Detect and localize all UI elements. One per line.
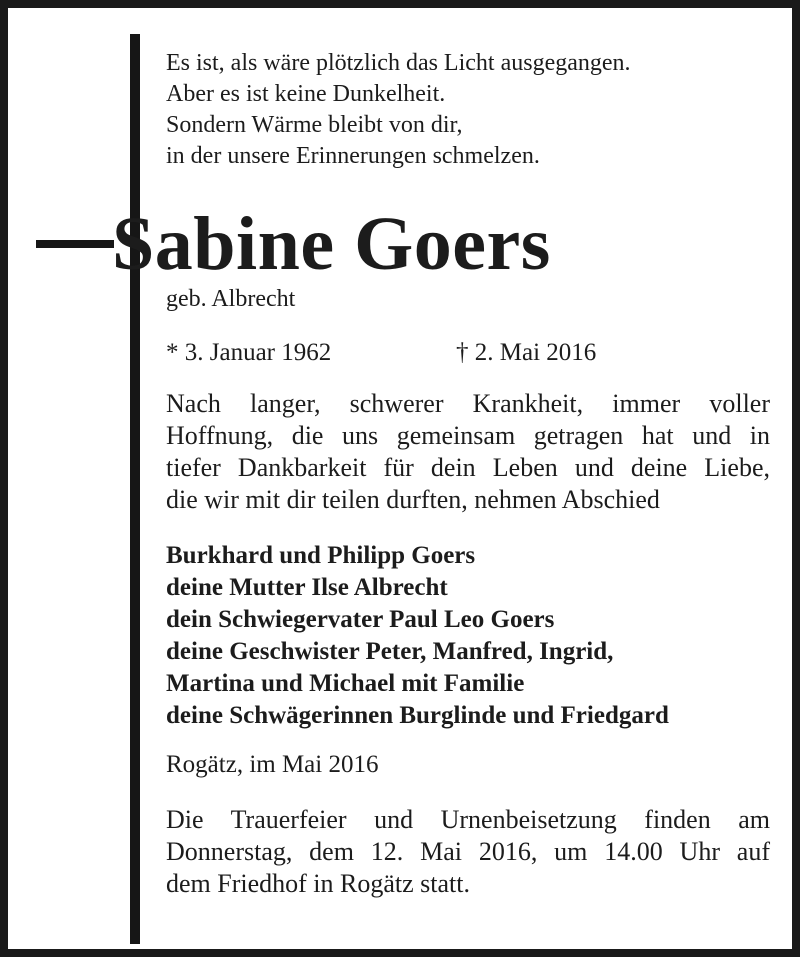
memorial-poem xyxy=(166,48,770,172)
ceremony-line: dem Friedhof in Rogätz statt. xyxy=(166,869,471,898)
farewell-text xyxy=(166,388,770,516)
deceased-name: Sabine Goers xyxy=(112,202,551,286)
farewell-line: tiefer Dankbarkeit für dein Leben und deine Liebe, xyxy=(166,453,770,482)
farewell-line: die wir mit dir teilen durften, nehmen Abschied xyxy=(166,485,660,514)
cross-horizontal-bar xyxy=(36,240,114,248)
maiden-name: geb. Albrecht xyxy=(166,286,296,312)
farewell-line: Nach langer, schwerer Krankheit, immer voller xyxy=(166,389,770,418)
poem-line: Es ist, als wäre plötzlich das Licht ausgegangen. xyxy=(166,50,631,76)
mourner-line: dein Schwiegervater Paul Leo Goers xyxy=(166,606,555,633)
family-mourners xyxy=(166,540,770,732)
mourner-line: deine Mutter Ilse Albrecht xyxy=(166,574,448,601)
life-dates xyxy=(166,338,770,368)
mourner-line: deine Schwägerinnen Burglinde und Friedgard xyxy=(166,702,669,729)
cross-vertical-bar xyxy=(130,34,140,944)
ceremony-line: Die Trauerfeier und Urnenbeisetzung finden am xyxy=(166,805,770,834)
place-and-date: Rogätz, im Mai 2016 xyxy=(166,751,379,778)
birth-date: * 3. Januar 1962 xyxy=(166,339,332,366)
poem-line: in der unsere Erinnerungen schmelzen. xyxy=(166,143,540,169)
mourner-line: Burkhard und Philipp Goers xyxy=(166,542,476,569)
mourner-line: Martina und Michael mit Familie xyxy=(166,670,525,697)
farewell-line: Hoffnung, die uns gemeinsam getragen hat und in xyxy=(166,421,770,450)
poem-line: Aber es ist keine Dunkelheit. xyxy=(166,81,446,107)
death-date: † 2. Mai 2016 xyxy=(456,339,597,366)
ceremony-info xyxy=(166,804,770,900)
mourner-line: deine Geschwister Peter, Manfred, Ingrid, xyxy=(166,638,614,665)
poem-line: Sondern Wärme bleibt von dir, xyxy=(166,112,463,138)
ceremony-line: Donnerstag, dem 12. Mai 2016, um 14.00 Uhr auf xyxy=(166,837,770,866)
obituary-notice xyxy=(8,8,792,949)
